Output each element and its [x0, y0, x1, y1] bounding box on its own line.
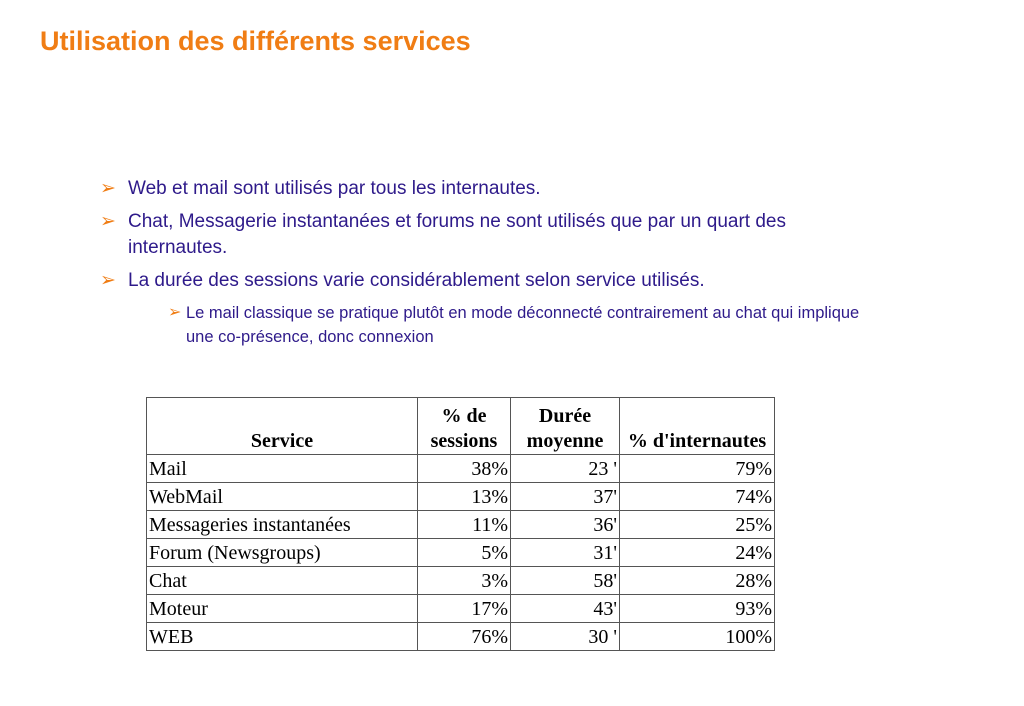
cell-internautes: 79%: [620, 455, 775, 483]
header-duration: Durée moyenne: [511, 398, 620, 455]
cell-sessions: 5%: [418, 539, 511, 567]
bullet-text: Chat, Messagerie instantanées et forums ne sont utilisés que par un quart des internautes.: [128, 211, 786, 258]
bullet-item: [100, 268, 860, 294]
cell-duration: 37': [511, 483, 620, 511]
cell-sessions: 38%: [418, 455, 511, 483]
table-row: [147, 455, 775, 483]
cell-internautes: 25%: [620, 511, 775, 539]
arrow-bullet-icon: ➢: [100, 178, 116, 199]
cell-service: WebMail: [147, 483, 418, 511]
cell-duration: 30 ': [511, 623, 620, 651]
cell-sessions: 3%: [418, 567, 511, 595]
header-sessions: % de sessions: [418, 398, 511, 455]
cell-sessions: 76%: [418, 623, 511, 651]
arrow-bullet-icon: ➢: [100, 211, 116, 232]
arrow-bullet-icon: ➢: [168, 304, 182, 321]
cell-internautes: 28%: [620, 567, 775, 595]
cell-internautes: 74%: [620, 483, 775, 511]
sub-bullet-item: [168, 301, 886, 349]
bullet-list: [100, 176, 860, 349]
bullet-item: [100, 209, 860, 261]
cell-internautes: 24%: [620, 539, 775, 567]
page-title: Utilisation des différents services: [40, 26, 471, 56]
cell-duration: 31': [511, 539, 620, 567]
cell-duration: 43': [511, 595, 620, 623]
header-service: Service: [147, 398, 418, 455]
cell-sessions: 11%: [418, 511, 511, 539]
cell-service: WEB: [147, 623, 418, 651]
cell-duration: 36': [511, 511, 620, 539]
sub-bullet-text: Le mail classique se pratique plutôt en mode déconnecté contrairement au chat qui implique une co-présence, donc connexion: [186, 304, 860, 346]
arrow-bullet-icon: ➢: [100, 270, 116, 291]
table-row: [147, 595, 775, 623]
table-row: [147, 567, 775, 595]
cell-sessions: 13%: [418, 483, 511, 511]
cell-service: Mail: [147, 455, 418, 483]
cell-service: Forum (Newsgroups): [147, 539, 418, 567]
table-row: [147, 511, 775, 539]
bullet-text: La durée des sessions varie considérablement selon service utilisés.: [128, 270, 705, 291]
header-internautes: % d'internautes: [620, 398, 775, 455]
cell-service: Messageries instantanées: [147, 511, 418, 539]
cell-internautes: 93%: [620, 595, 775, 623]
cell-duration: 58': [511, 567, 620, 595]
table-row: [147, 539, 775, 567]
services-table: [146, 397, 775, 651]
cell-service: Chat: [147, 567, 418, 595]
cell-internautes: 100%: [620, 623, 775, 651]
table-header-row: [147, 398, 775, 455]
table-row: [147, 483, 775, 511]
table-row: [147, 623, 775, 651]
cell-service: Moteur: [147, 595, 418, 623]
cell-sessions: 17%: [418, 595, 511, 623]
bullet-item: [100, 176, 860, 202]
bullet-text: Web et mail sont utilisés par tous les internautes.: [128, 178, 541, 199]
cell-duration: 23 ': [511, 455, 620, 483]
